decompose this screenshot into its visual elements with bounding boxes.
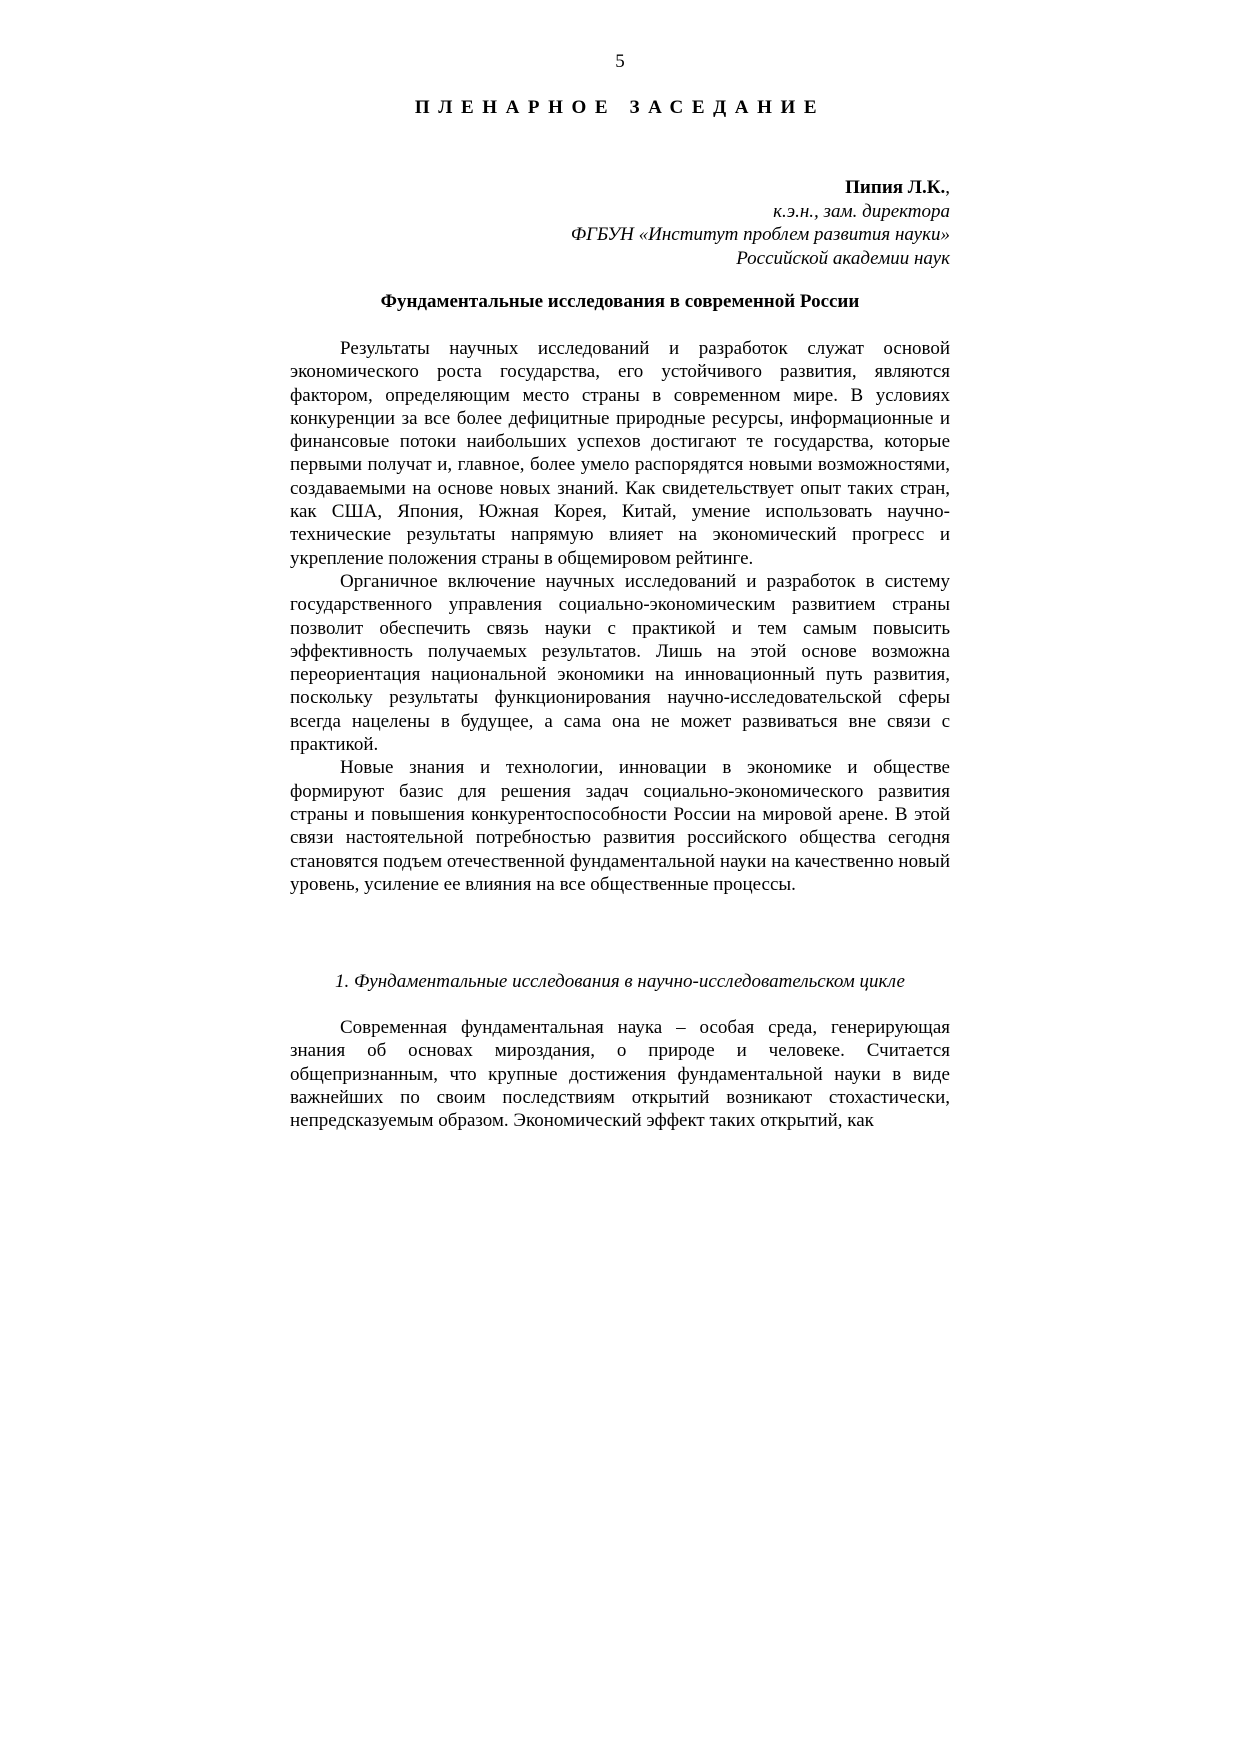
article-title: Фундаментальные исследования в современной России <box>380 291 860 312</box>
author-name-line <box>571 176 950 200</box>
paragraph: Результаты научных исследований и разработок служат основой экономического роста государства, его устойчивого развития, являются фактором, определяющим место страны в современном мире. В условиях конкуренции за все более дефицитные природные ресурсы, информационные и финансовые потоки наибольших успехов достигают те государства, которые первыми получат и, главное, более умело распорядятся новыми возможностями, создаваемыми на основе новых знаний. Как свидетельствует опыт таких стран, как США, Япония, Южная Корея, Китай, умение использовать научно-технические результаты напрямую влияет на экономический прогресс и укрепление положения страны в общемировом рейтинге. <box>290 338 950 569</box>
author-name-suffix: , <box>945 177 950 198</box>
author-academy: Российской академии наук <box>736 247 950 269</box>
paragraph: Новые знания и технологии, инновации в экономике и обществе формируют базис для решения задач социально-экономического развития страны и повышения конкурентоспособности России на мировой арене. В этой связи настоятельной потребностью развития российского общества сегодня становятся подъем отечественной фундаментальной науки на качественно новый уровень, усиление ее влияния на все общественные процессы. <box>290 757 950 895</box>
paragraph: Органичное включение научных исследований и разработок в систему государственного управления социально-экономическим развитием страны позволит обеспечить связь науки с практикой и тем самым повысить эффективность получаемых результатов. Лишь на этой основе возможна переориентация национальной экономики на инновационный путь развития, поскольку результаты функционирования научно-исследовательской сферы всегда нацелены в будущее, а сама она не может развиваться вне связи с практикой. <box>290 570 950 756</box>
paragraph: Современная фундаментальная наука – особая среда, генерирующая знания об основах мироздания, о природе и человеке. Считается общепризнанным, что крупные достижения фундаментальной науки в виде важнейших по своим последствиям открытий возникают стохастически, непредсказуемым образом. Экономический эффект таких открытий, как <box>290 1017 950 1132</box>
section-title: ПЛЕНАРНОЕ ЗАСЕДАНИЕ <box>414 97 826 118</box>
subsection-title: 1. Фундаментальные исследования в научно-исследовательском цикле <box>335 971 905 992</box>
subsection-body-text <box>290 1016 950 1132</box>
body-text <box>290 337 950 896</box>
author-name: Пипия Л.К. <box>845 177 946 198</box>
author-block <box>571 176 950 270</box>
page-number: 5 <box>615 51 625 72</box>
author-degree: к.э.н., зам. директора <box>773 200 950 222</box>
author-institute: ФГБУН «Институт проблем развития науки» <box>570 224 950 245</box>
